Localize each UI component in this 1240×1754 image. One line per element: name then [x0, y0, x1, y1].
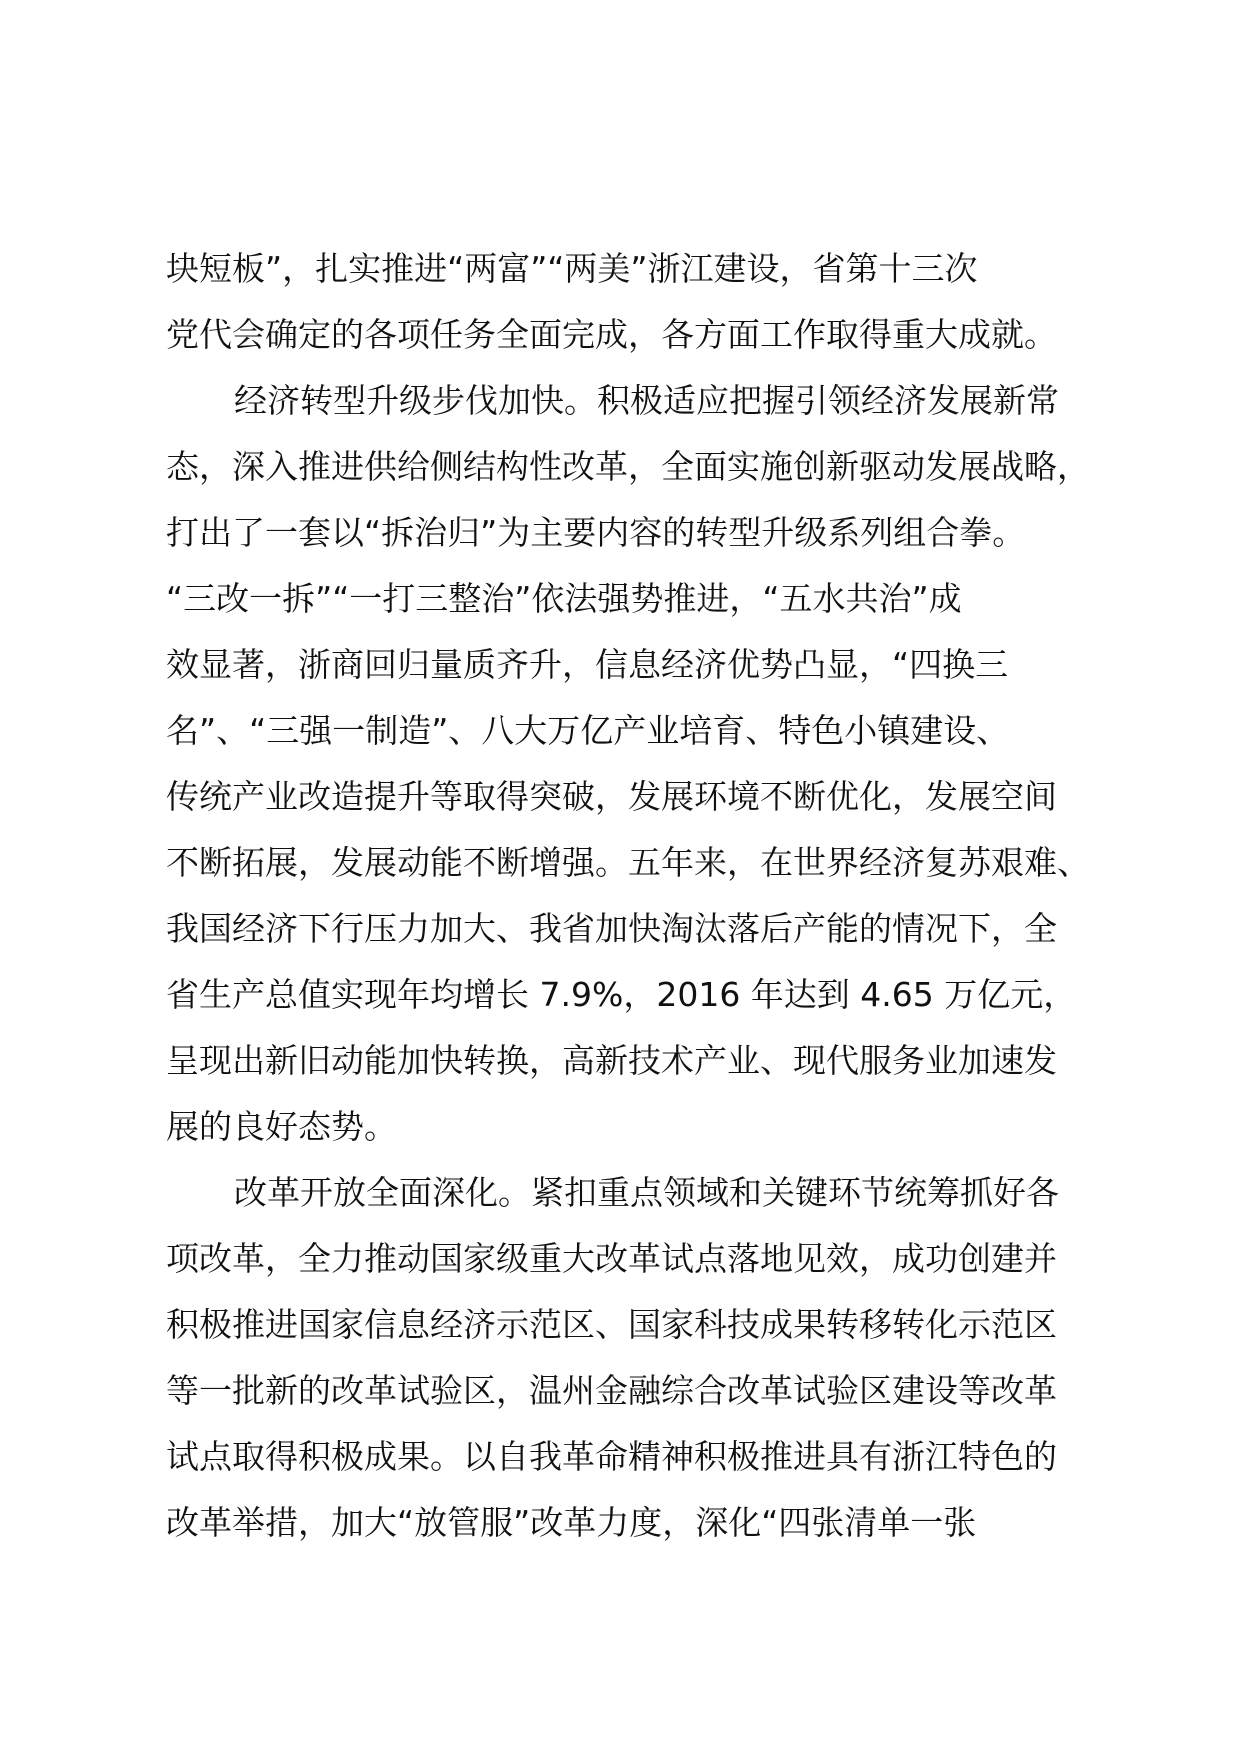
- paragraph-start-line: 经济转型升级步伐加快。积极适应把握引领经济发展新常: [234, 381, 1059, 420]
- text-line: 名”、“三强一制造”、八大万亿产业培育、特色小镇建设、: [166, 711, 1010, 750]
- text-line: 积极推进国家信息经济示范区、国家科技成果转移转化示范区: [166, 1305, 1057, 1344]
- text-line: 不断拓展，发展动能不断增强。五年来，在世界经济复苏艰难、: [166, 843, 1090, 882]
- text-line: 打出了一套以“拆治归”为主要内容的转型升级系列组合拳。: [166, 513, 1026, 552]
- text-line: 效显著，浙商回归量质齐升，信息经济优势凸显，“四换三: [166, 645, 1009, 684]
- text-line: 党代会确定的各项任务全面完成，各方面工作取得重大成就。: [166, 315, 1057, 354]
- document-body: [166, 236, 1106, 1556]
- text-line: “三改一拆”“一打三整治”依法强势推进，“五水共治”成: [166, 579, 962, 618]
- text-line: 块短板”，扎实推进“两富”“两美”浙江建设，省第十三次: [166, 249, 978, 288]
- text-line: 我国经济下行压力加大、我省加快淘汰落后产能的情况下，全: [166, 909, 1057, 948]
- text-line: 态，深入推进供给侧结构性改革，全面实施创新驱动发展战略，: [166, 447, 1090, 486]
- text-line: 改革举措，加大“放管服”改革力度，深化“四张清单一张: [166, 1503, 977, 1542]
- paragraph-start-line: 改革开放全面深化。紧扣重点领域和关键环节统筹抓好各: [234, 1173, 1059, 1212]
- text-line: 省生产总值实现年均增长 7.9%，2016 年达到 4.65 万亿元，: [166, 975, 1077, 1014]
- text-line: 试点取得积极成果。以自我革命精神积极推进具有浙江特色的: [166, 1437, 1057, 1476]
- text-line: 传统产业改造提升等取得突破，发展环境不断优化，发展空间: [166, 777, 1057, 816]
- text-line: 呈现出新旧动能加快转换，高新技术产业、现代服务业加速发: [166, 1041, 1057, 1080]
- text-line: 项改革，全力推动国家级重大改革试点落地见效，成功创建并: [166, 1239, 1057, 1278]
- text-line: 等一批新的改革试验区，温州金融综合改革试验区建设等改革: [166, 1371, 1057, 1410]
- text-line: 展的良好态势。: [166, 1107, 397, 1146]
